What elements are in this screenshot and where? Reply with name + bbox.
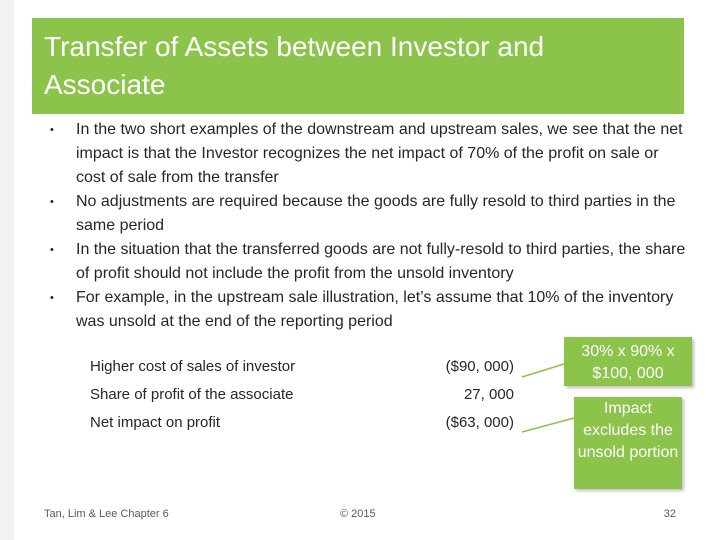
row-value: ($63, 000)	[445, 414, 514, 431]
calculation-callout: 30% x 90% x $100, 000	[564, 337, 692, 386]
bullet-icon: •	[50, 124, 54, 136]
bullet-text: For example, in the upstream sale illustration, let’s assume that 10% of the inventory was unsold at the end of the reporting period	[76, 289, 674, 330]
row-value: ($90, 000)	[445, 358, 514, 375]
footer-source: Tan, Lim & Lee Chapter 6	[44, 508, 169, 520]
title-bar	[32, 18, 684, 114]
slide-title: Transfer of Assets between Investor and Associate	[44, 31, 545, 100]
note-callout: Impact excludes the unsold portion	[574, 397, 682, 489]
row-label: Share of profit of the associate	[90, 386, 294, 403]
bullet-item	[50, 286, 690, 334]
table-row	[90, 414, 520, 438]
bullet-item	[50, 190, 690, 238]
table-row	[90, 386, 520, 410]
row-value: 27, 000	[463, 386, 514, 403]
bullet-icon: •	[50, 292, 54, 304]
row-label: Net impact on profit	[90, 414, 221, 431]
connector-line-1	[522, 364, 564, 377]
bullet-text: In the two short examples of the downstream and upstream sales, we see that the net impact is that the Investor recognizes the net impact of 70% of the profit on sale or cost of sale from the transfer	[76, 121, 683, 186]
bullet-text: In the situation that the transferred goods are not fully-resold to third parties, the share of profit should not include the profit from the unsold inventory	[76, 241, 686, 282]
side-strip	[0, 0, 14, 540]
bullet-item	[50, 118, 690, 190]
bullet-text: No adjustments are required because the goods are fully resold to third parties in the same period	[76, 193, 676, 234]
bullet-list	[50, 118, 690, 334]
slide-number: 32	[663, 508, 676, 520]
bullet-icon: •	[50, 244, 54, 256]
table-row	[90, 358, 520, 382]
footer-copyright: © 2015	[340, 508, 376, 520]
bullet-item	[50, 238, 690, 286]
connector-line-2	[522, 418, 574, 432]
row-label: Higher cost of sales of investor	[90, 358, 296, 375]
bullet-icon: •	[50, 196, 54, 208]
